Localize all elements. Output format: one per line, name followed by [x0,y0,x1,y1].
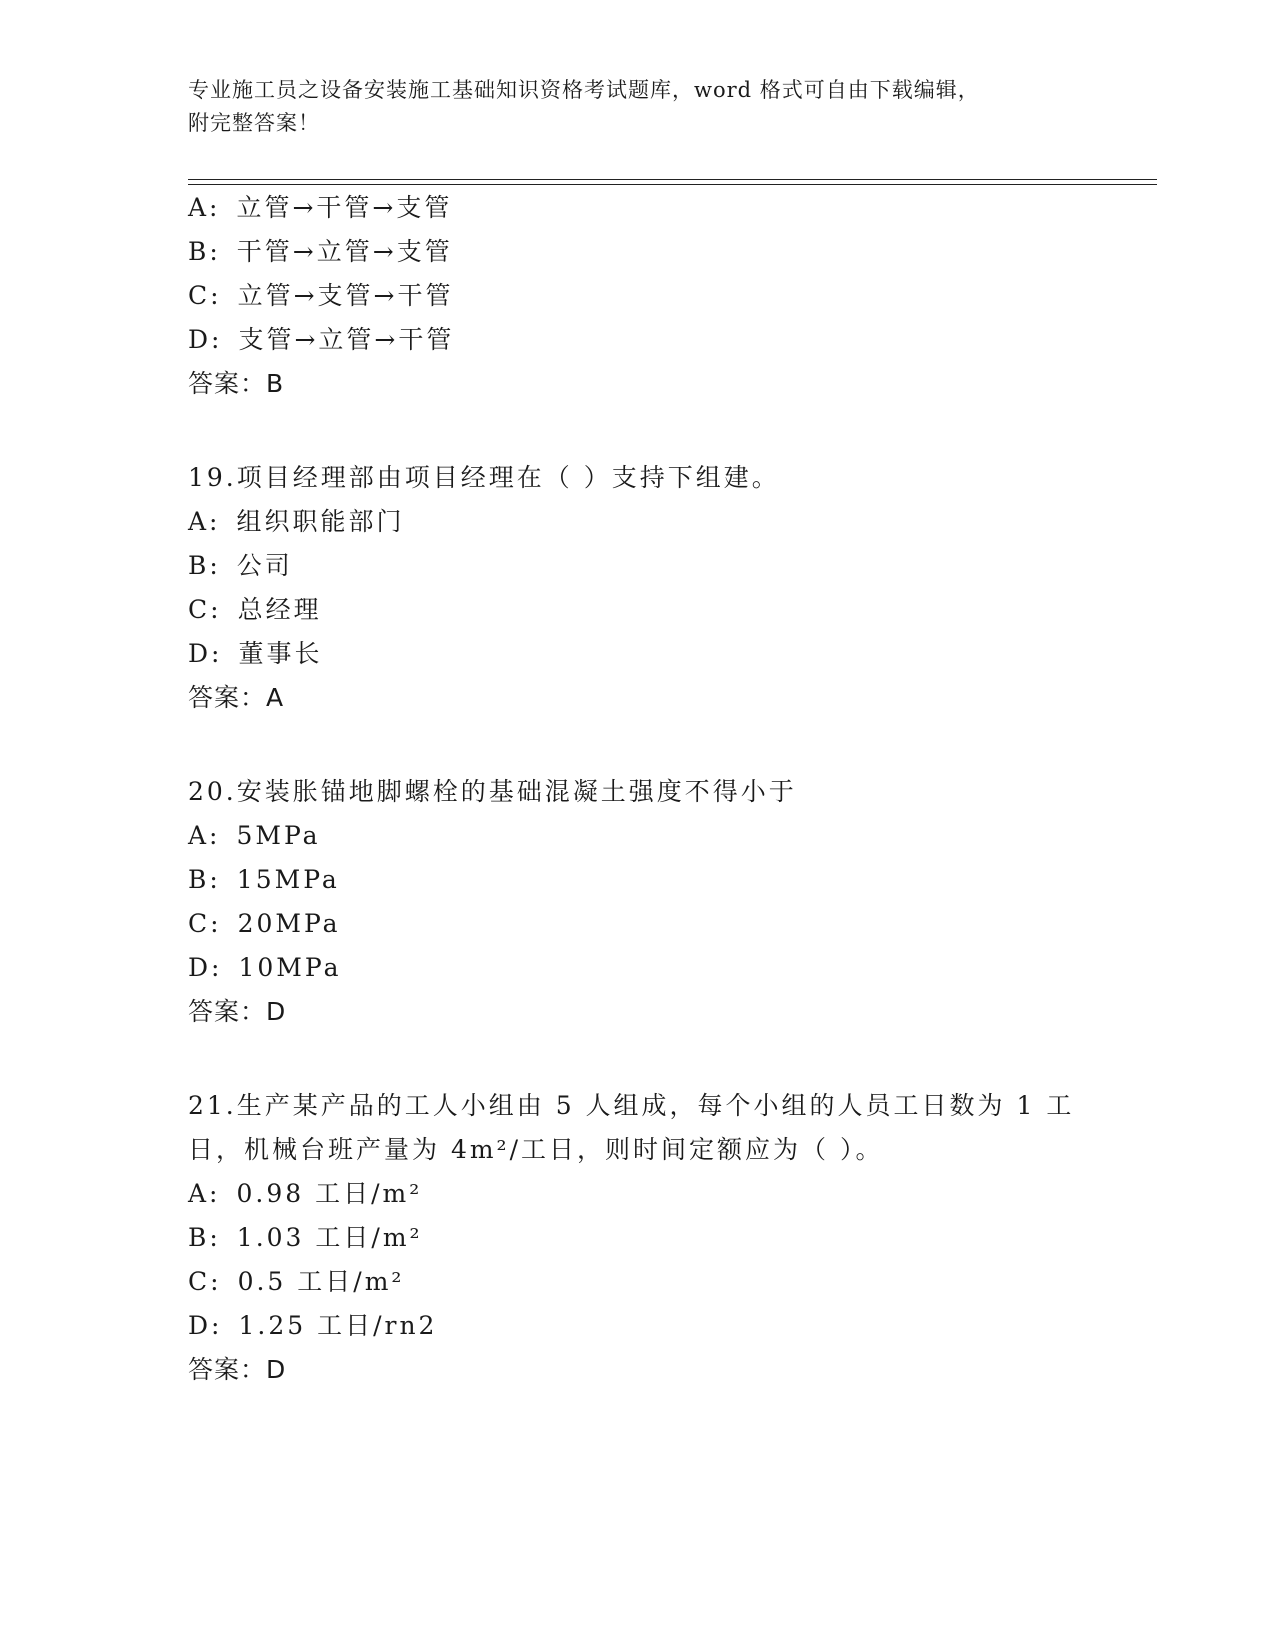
q19-option-c: C: 总经理 [188,595,322,624]
q20-option-c: C: 20MPa [188,909,341,938]
q20-option-d: D: 10MPa [188,953,342,982]
q20-option-b: B: 15MPa [188,865,340,894]
q18-option-a: A: 立管→干管→支管 [188,193,453,222]
q21-option-d: D: 1.25 工日/rn2 [188,1311,438,1340]
q19-option-d: D: 董事长 [188,639,323,668]
q21-question-line-1: 21.生产某产品的工人小组由 5 人组成，每个小组的人员工日数为 1 工 [188,1091,1075,1120]
q20-option-a: A: 5MPa [188,821,321,850]
q21-option-a: A: 0.98 工日/m² [188,1179,423,1208]
q18-option-b: B: 干管→立管→支管 [188,237,453,266]
q21-answer: 答案：D [188,1355,287,1384]
header-divider-bottom [188,184,1157,185]
q18-answer: 答案：B [188,369,285,398]
q19-option-a: A: 组织职能部门 [188,507,405,536]
q21-option-b: B: 1.03 工日/m² [188,1223,423,1252]
q21-question-line-2: 日，机械台班产量为 4m²/工日，则时间定额应为（ ）。 [188,1135,884,1164]
q19-option-b: B: 公司 [188,551,293,580]
q19-question: 19.项目经理部由项目经理在（ ）支持下组建。 [188,463,780,492]
q21-option-c: C: 0.5 工日/m² [188,1267,405,1296]
header-line-1: 专业施工员之设备安装施工基础知识资格考试题库，word 格式可自由下载编辑， [188,78,980,102]
document-header [188,74,1068,140]
q20-question: 20.安装胀锚地脚螺栓的基础混凝土强度不得小于 [188,777,797,806]
q18-option-c: C: 立管→支管→干管 [188,281,454,310]
q20-answer: 答案：D [188,997,287,1026]
q18-option-d: D: 支管→立管→干管 [188,325,455,354]
header-divider-top [188,179,1157,180]
header-line-2: 附完整答案！ [188,111,320,135]
q19-answer: 答案：A [188,683,285,712]
